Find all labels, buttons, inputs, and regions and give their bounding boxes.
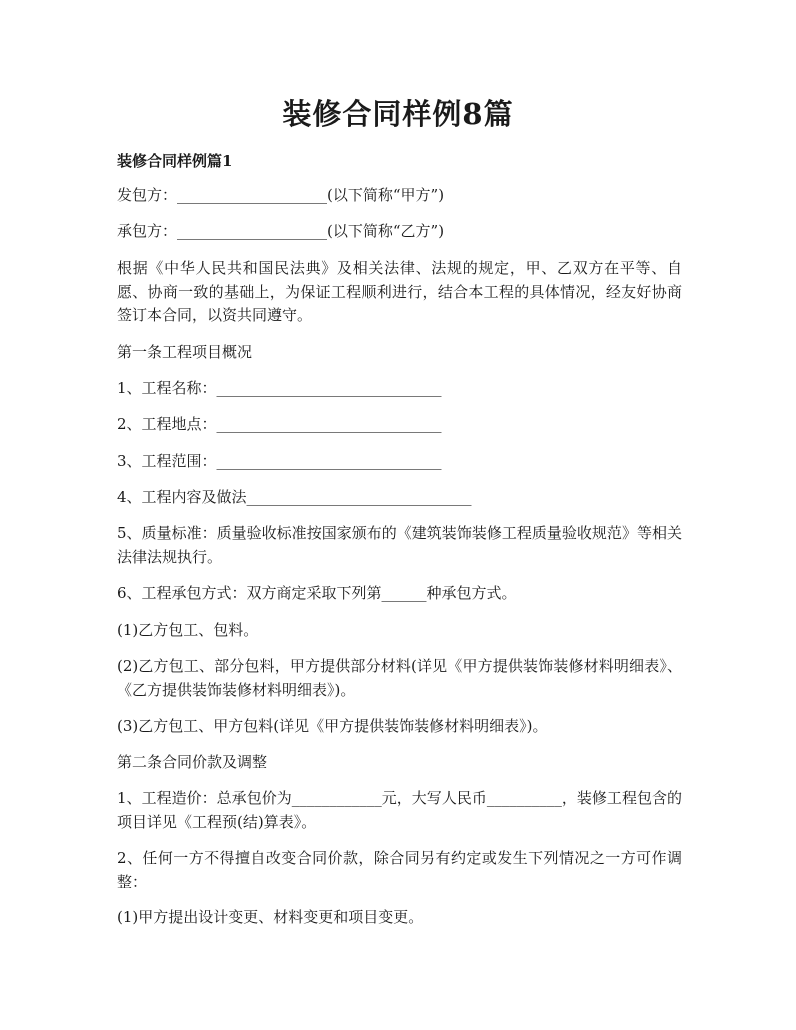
- project-location-line: 2、工程地点：______________________________: [117, 415, 442, 433]
- article-1-heading: 第一条工程项目概况: [117, 343, 253, 361]
- method-option-2: (2)乙方包工、部分包料，甲方提供部分材料(详见《甲方提供装饰装修材料明细表》、《乙方提供装饰装修材料明细表》)。: [117, 657, 682, 699]
- party-a-line: 发包方：____________________(以下简称“甲方”): [117, 186, 445, 204]
- method-option-1: (1)乙方包工、包料。: [117, 621, 259, 639]
- project-scope-line: 3、工程范围：______________________________: [117, 452, 442, 470]
- document-title: 装修合同样例8篇: [282, 97, 514, 131]
- project-name-line: 1、工程名称：______________________________: [117, 379, 442, 397]
- article-2-heading: 第二条合同价款及调整: [117, 753, 268, 771]
- quality-standard-paragraph: 5、质量标准：质量验收标准按国家颁布的《建筑装饰装修工程质量验收规范》等相关法律法规执行。: [117, 524, 682, 566]
- contract-method-line: 6、工程承包方式：双方商定采取下列第______种承包方式。: [117, 584, 517, 602]
- project-cost-paragraph: 1、工程造价：总承包价为____________元，大写人民币__________，装修工程包含的项目详见《工程预(结)算表》。: [117, 789, 682, 831]
- preamble-paragraph: 根据《中华人民共和国民法典》及相关法律、法规的规定，甲、乙双方在平等、自愿、协商一致的基础上，为保证工程顺利进行，结合本工程的具体情况，经友好协商签订本合同，以资共同遵守。: [117, 259, 682, 324]
- price-adjustment-paragraph: 2、任何一方不得擅自改变合同价款，除合同另有约定或发生下列情况之一方可作调整：: [117, 849, 682, 891]
- method-option-3: (3)乙方包工、甲方包料(详见《甲方提供装饰装修材料明细表》)。: [117, 717, 548, 735]
- section-heading: 装修合同样例篇1: [117, 152, 233, 170]
- project-content-line: 4、工程内容及做法______________________________: [117, 488, 472, 506]
- adjustment-condition-1: (1)甲方提出设计变更、材料变更和项目变更。: [117, 908, 424, 926]
- party-b-line: 承包方：____________________(以下简称“乙方”): [117, 222, 445, 240]
